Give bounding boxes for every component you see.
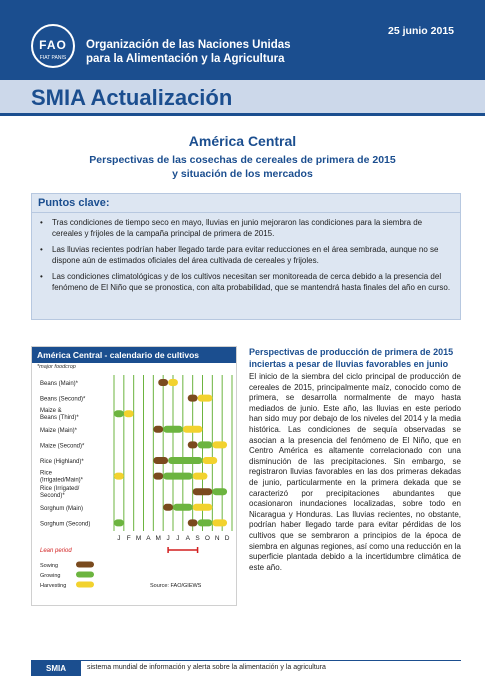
- calendar-bar: [173, 504, 193, 511]
- org-line-1: Organización de las Naciones Unidas: [86, 39, 291, 51]
- calendar-bar: [188, 519, 198, 526]
- org-line-2: para la Alimentación y la Agricultura: [86, 53, 285, 65]
- calendar-bar: [153, 473, 163, 480]
- row-label: Rice (Highland)*: [40, 459, 84, 465]
- row-label: Beans (Third)*: [40, 415, 79, 422]
- band-title-smia: SMIA: [31, 85, 86, 110]
- calendar-bar: [124, 410, 134, 417]
- key-points-box: [31, 193, 461, 320]
- legend-swatch: [76, 562, 94, 568]
- calendar-bar: [163, 504, 173, 511]
- row-label: Maize &: [40, 408, 62, 415]
- key-point: • Las lluvias recientes podrían haber llegado tarde para evitar reducciones en el área sembrada, aunque no se dispone aún de estimados oficiales del área cultivada de cereales y frijoles.: [40, 245, 452, 266]
- logo-text: FAO: [39, 38, 67, 52]
- calendar-bar: [183, 426, 203, 433]
- legend-swatch: [76, 582, 94, 588]
- calendar-bar: [153, 426, 163, 433]
- month-tick-label: J: [117, 535, 121, 542]
- month-tick-label: J: [166, 535, 170, 542]
- fao-logo: [31, 24, 75, 68]
- legend-swatch: [76, 572, 94, 578]
- month-tick-label: A: [185, 535, 190, 542]
- row-label: Beans (Second)*: [40, 396, 86, 403]
- subtitle-line-1: Perspectivas de las cosechas de cereales de primera de 2015: [89, 154, 396, 166]
- row-label: Rice (Irrigated/: [40, 486, 80, 493]
- row-label: Sorghum (Second): [40, 521, 91, 528]
- row-label: Second)*: [40, 493, 65, 500]
- calendar-source: Source: FAO/GIEWS: [150, 583, 202, 589]
- calendar-bar: [212, 519, 227, 526]
- row-label: Rice: [40, 470, 53, 477]
- band-title: [31, 85, 232, 111]
- footer-tag: SMIA: [31, 661, 81, 676]
- calendar-bar: [163, 426, 183, 433]
- calendar-bar: [212, 488, 227, 495]
- month-tick-label: N: [214, 535, 220, 542]
- calendar-bar: [212, 441, 227, 448]
- key-point: • Tras condiciones de tiempo seco en mayo, lluvias en junio mejoraron las condiciones para la siembra de cereales y frijoles de la campaña principal de primera de 2015.: [40, 218, 452, 239]
- month-tick-label: M: [155, 535, 161, 542]
- calendar-bar: [198, 519, 213, 526]
- calendar-note: *major foodcrop: [37, 364, 76, 370]
- calendar-title: América Central - calendario de cultivos: [32, 347, 236, 363]
- publication-date: 25 junio 2015: [388, 25, 454, 37]
- calendar-bar: [193, 504, 213, 511]
- month-tick-label: F: [126, 535, 131, 542]
- region-title: América Central: [188, 133, 297, 149]
- crop-calendar: [31, 346, 237, 606]
- title-band: [0, 80, 485, 116]
- month-tick-label: S: [195, 535, 200, 542]
- month-tick-label: O: [204, 535, 210, 542]
- calendar-bar: [168, 379, 178, 386]
- calendar-chart: [32, 347, 238, 607]
- article-title: Perspectivas de producción de primera de 2015 inciertas a pesar de lluvias favorables en junio: [249, 347, 454, 369]
- month-tick-label: D: [224, 535, 230, 542]
- calendar-bar: [168, 457, 202, 464]
- legend-label: Growing: [40, 573, 61, 579]
- calendar-bar: [153, 457, 168, 464]
- logo-motto: FIAT PANIS: [39, 55, 67, 61]
- legend-label: Harvesting: [40, 583, 67, 589]
- month-tick-label: M: [135, 535, 142, 542]
- article-body: El inicio de la siembra del ciclo principal de producción de cereales de 2015, principalmente maíz, conocido como de primera, se desarrolla normalmente de mayo hasta mediados de junio. Este año, las lluvias en este periodo han sido muy por debajo de los niveles del 2014 y la media histórica. Las condiciones de sequía observadas se asocian a la presencia del fenómeno de El Niño, que en Centro América es altamente correlacionado con una disminución de las precipitaciones. Sin embargo, se registraron lluvias favorables en las dos primeras dekadas de junio, particularmente en la primera dekada que se caracterizó por precipitaciones abundantes que ocasionaron inundaciones localizadas, sobre todo en Nicaragua y Honduras. Las lluvias recientes, no obstante, podrían haber llegado tarde para evitar pérdidas de los cultivos que se sembraron a principios de la época de siembra en algunas regiones, así como una reducción en la superficie plantada debido a la incertidumbre climática de este año.: [249, 372, 461, 572]
- month-tick-label: J: [176, 535, 180, 542]
- row-label: Maize (Second)*: [40, 443, 85, 450]
- lean-period-label: Lean period: [40, 548, 72, 554]
- subtitle-line-2: y situación de los mercados: [172, 168, 313, 180]
- key-points-list: [32, 213, 460, 293]
- row-label: Sorghum (Main): [40, 505, 84, 512]
- calendar-bar: [188, 441, 198, 448]
- calendar-bar: [163, 473, 193, 480]
- row-label: Maize (Main)*: [40, 427, 78, 434]
- key-point: • Las condiciones climatológicas y de los cultivos necesitan ser monitoreada de cerca debido a la presencia del fenómeno de El Niño que se pronostica, con alta probabilidad, que se mantendrá hasta finales del año en curso.: [40, 272, 452, 293]
- footer-text: sistema mundial de información y alerta sobre la alimentación y la agricultura: [87, 664, 326, 671]
- band-title-rest: Actualización: [90, 85, 233, 110]
- calendar-bar: [114, 473, 124, 480]
- article: [249, 347, 461, 573]
- calendar-bar: [114, 410, 124, 417]
- month-tick-label: A: [146, 535, 151, 542]
- report-subtitle: [60, 153, 425, 181]
- key-points-heading: Puntos clave:: [32, 194, 460, 213]
- calendar-bar: [158, 379, 168, 386]
- calendar-bar: [198, 395, 213, 402]
- calendar-bar: [203, 457, 218, 464]
- footer: [31, 660, 461, 675]
- row-label: Beans (Main)*: [40, 381, 79, 387]
- row-label: (Irrigated/Main)*: [40, 477, 84, 484]
- organization-name: [86, 38, 291, 66]
- legend-label: Sowing: [40, 563, 59, 569]
- calendar-bar: [114, 519, 124, 526]
- calendar-bar: [188, 395, 198, 402]
- calendar-bar: [193, 488, 213, 495]
- calendar-bar: [198, 441, 213, 448]
- calendar-bar: [193, 473, 208, 480]
- header-bar: [0, 0, 485, 80]
